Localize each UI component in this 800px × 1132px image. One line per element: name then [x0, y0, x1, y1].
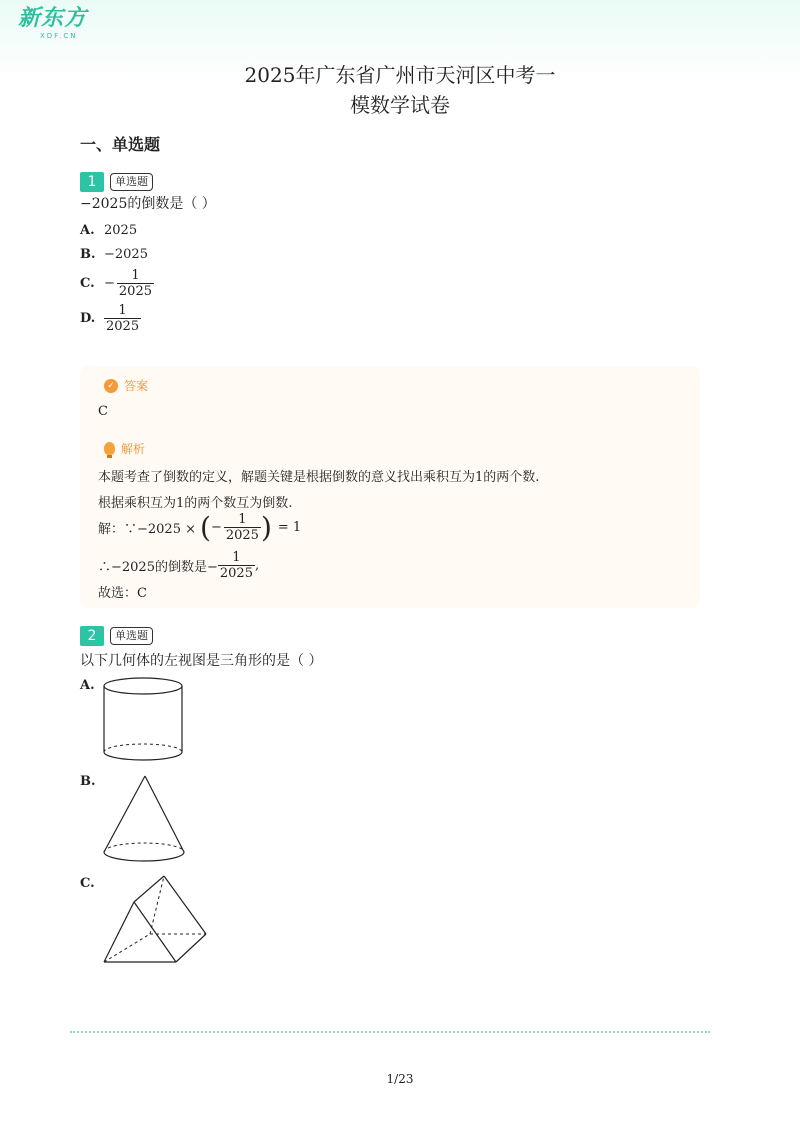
question-1-option-b[interactable] — [80, 247, 148, 262]
equation-prefix: 解：∵−2025 × — [98, 522, 197, 537]
conclusion-prefix: ∴−2025的倒数是− — [98, 560, 218, 575]
option-label: C. — [80, 876, 95, 891]
question-number: 2 — [80, 626, 104, 646]
left-paren: ( — [200, 510, 211, 544]
question-1-option-a[interactable] — [80, 223, 137, 238]
question-1-option-c[interactable] — [80, 268, 154, 299]
brand-name: 新东方 — [18, 6, 88, 31]
analysis-tag-label: 解析 — [121, 442, 146, 456]
equation-suffix: = 1 — [277, 520, 302, 535]
option-value: −2025 — [104, 247, 148, 262]
option-label: A. — [80, 223, 95, 238]
analysis-line-4 — [98, 550, 259, 581]
conclusion-suffix: , — [254, 558, 260, 573]
fraction-denominator: 2025 — [118, 284, 152, 299]
fraction — [117, 268, 154, 299]
question-type-badge: 单选题 — [110, 627, 153, 645]
brand-sub: XDF.CN — [40, 32, 78, 40]
option-label: A. — [80, 678, 95, 693]
question-number: 1 — [80, 172, 104, 192]
question-1-stem: −2025的倒数是（ ） — [80, 196, 216, 212]
question-1-option-d[interactable] — [80, 303, 141, 334]
fraction — [218, 550, 255, 581]
fraction-numerator: 1 — [238, 512, 247, 527]
question-1-header — [80, 172, 153, 192]
question-2-header — [80, 626, 153, 646]
cone-figure — [100, 772, 190, 866]
page-title-line2: 模数学试卷 — [350, 93, 450, 117]
fraction-numerator: 1 — [131, 268, 140, 283]
option-label: B. — [80, 247, 96, 262]
option-sign: − — [104, 276, 115, 291]
answer-value: C — [98, 404, 108, 419]
analysis-tag — [104, 440, 145, 457]
fraction — [224, 512, 261, 543]
option-value: 2025 — [104, 223, 138, 238]
analysis-line-5: 故选：C — [98, 586, 147, 601]
fraction-numerator: 1 — [118, 303, 127, 318]
section-heading: 一、单选题 — [80, 135, 161, 154]
cylinder-figure — [100, 674, 186, 766]
option-label: B. — [80, 774, 96, 789]
option-label: D. — [80, 311, 96, 326]
analysis-line-2: 根据乘积互为1的两个数互为倒数. — [98, 496, 293, 511]
right-paren: ) — [260, 510, 272, 544]
fraction-denominator: 2025 — [219, 566, 253, 581]
lightbulb-icon — [104, 442, 115, 455]
prism-figure — [100, 872, 212, 968]
fraction-denominator: 2025 — [106, 319, 140, 334]
answer-tag-label: 答案 — [124, 379, 149, 393]
page-title-line1: 2025年广东省广州市天河区中考一 — [244, 63, 556, 87]
fraction — [104, 303, 141, 334]
page-number: 1/23 — [386, 1072, 414, 1086]
check-icon: ✓ — [104, 379, 118, 393]
answer-tag — [104, 377, 148, 394]
footer-divider — [70, 1031, 710, 1033]
equation-sign: − — [210, 520, 222, 535]
fraction-numerator: 1 — [232, 550, 241, 565]
question-type-badge: 单选题 — [110, 173, 153, 191]
question-2-stem: 以下几何体的左视图是三角形的是（ ） — [80, 653, 323, 669]
fraction-denominator: 2025 — [225, 528, 259, 543]
option-label: C. — [80, 276, 95, 291]
analysis-line-1: 本题考查了倒数的定义，解题关键是根据倒数的意义找出乘积互为1的两个数. — [98, 470, 540, 485]
brand-logo — [18, 6, 87, 40]
analysis-line-3 — [98, 512, 301, 543]
